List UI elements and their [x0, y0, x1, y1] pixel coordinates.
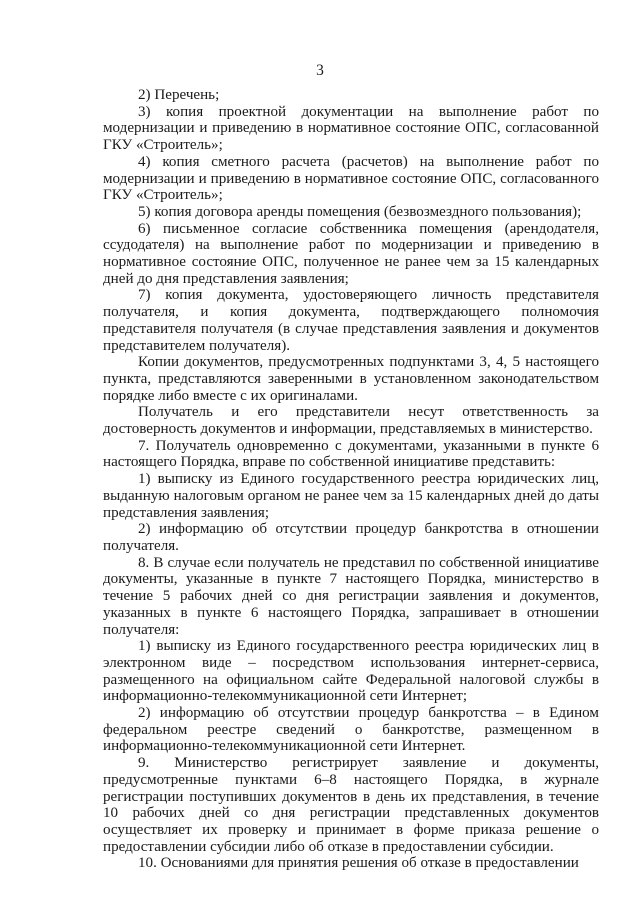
paragraph: 1) выписку из Единого государственного реестра юридических лиц в электронном виде – посредством использования интернет-сервиса, размещенного на официальном сайте Федеральной налоговой службы в информационно-телекоммуникационной сети Интернет; — [103, 638, 599, 705]
paragraph: 8. В случае если получатель не представил по собственной инициативе документы, указанные в пункте 7 настоящего Порядка, министерство в течение 5 рабочих дней со дня регистрации заявления и документов, указанных в пункте 6 настоящего Порядка, запрашивает в отношении получателя: — [103, 554, 599, 638]
paragraph: 2) Перечень; — [138, 87, 220, 103]
paragraph: Копии документов, предусмотренных подпунктами 3, 4, 5 настоящего пункта, представляются заверенными в установленном законодательством порядке либо вместе с их оригиналами. — [103, 354, 599, 404]
paragraph: 3) копия проектной документации на выполнение работ по модернизации и приведению в нормативное состояние ОПС, согласованной ГКУ «Строитель»; — [103, 103, 599, 154]
paragraph: 5) копия договора аренды помещения (безвозмездного пользования); — [138, 203, 582, 220]
paragraph: 10. Основаниями для принятия решения об отказе в предоставлении — [138, 855, 579, 872]
paragraph: Получатель и его представители несут ответственность за достоверность документов и информации, представляемых в министерство. — [103, 404, 599, 438]
paragraph: 7. Получатель одновременно с документами, указанными в пункте 6 настоящего Порядка, вправе по собственной инициативе представить: — [103, 437, 599, 471]
paragraph: 2) информацию об отсутствии процедур банкротства в отношении получателя. — [103, 521, 599, 554]
document-body — [103, 87, 599, 872]
paragraph: 2) информацию об отсутствии процедур банкротства – в Едином федеральном реестре сведений о банкротстве, размещенном в информационно-телекоммуникационной сети Интернет. — [103, 705, 599, 755]
paragraph: 1) выписку из Единого государственного реестра юридических лиц, выданную налоговым органом не ранее чем за 15 календарных дней до даты представления заявления; — [103, 471, 599, 521]
page-number: 3 — [316, 62, 324, 79]
paragraph: 6) письменное согласие собственника помещения (арендодателя, ссудодателя) на выполнение работ по модернизации и приведению в нормативное состояние ОПС, полученное не ранее чем за 15 календарных дней до дня представления заявления; — [103, 220, 599, 287]
paragraph: 9. Министерство регистрирует заявление и документы, предусмотренные пунктами 6–8 настоящего Порядка, в журнале регистрации поступивших документов в день их представления, в течение 10 рабочих дней со дня регистрации представленных документов осуществляет их проверку и принимает в форме приказа решение о предоставлении субсидии либо об отказе в предоставлении субсидии. — [103, 755, 599, 855]
paragraph: 7) копия документа, удостоверяющего личность представителя получателя, и копия документа, подтверждающего полномочия представителя получателя (в случае представления заявления и документов представителем получателя). — [103, 287, 599, 354]
paragraph: 4) копия сметного расчета (расчетов) на выполнение работ по модернизации и приведению в нормативное состояние ОПС, согласованного ГКУ «Строитель»; — [103, 153, 599, 204]
